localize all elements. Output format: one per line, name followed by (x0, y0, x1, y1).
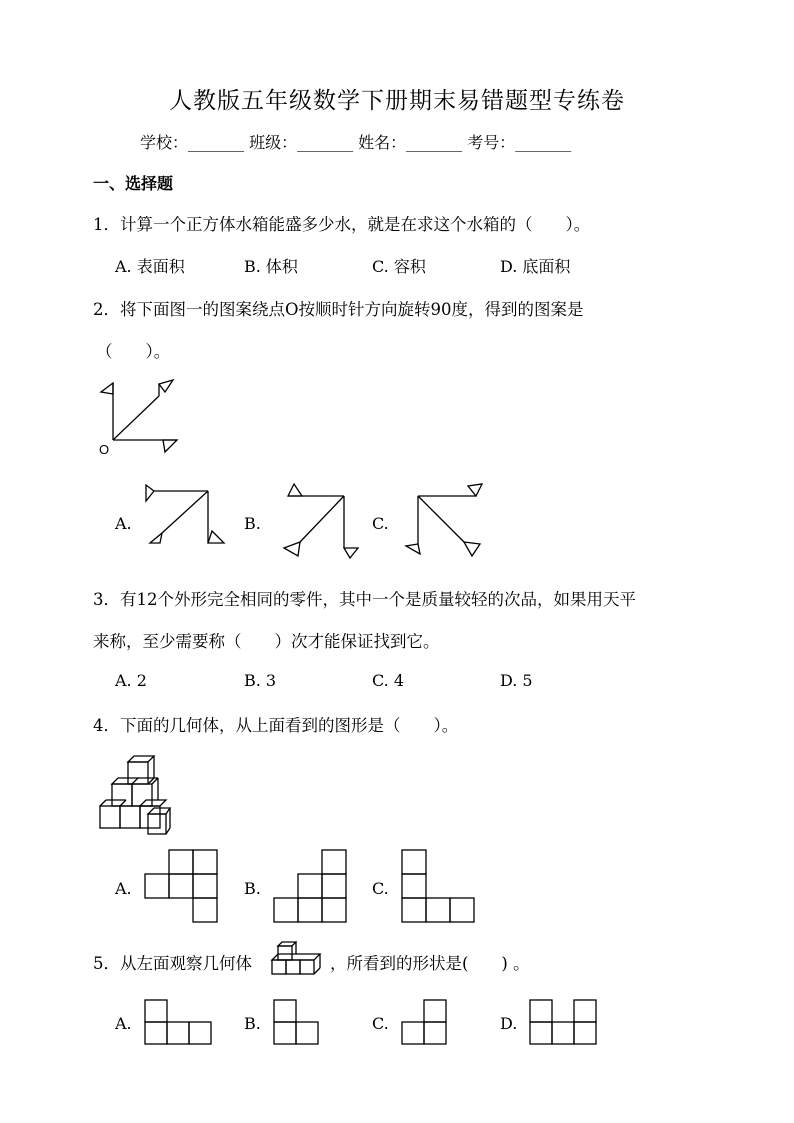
q2-option-a-figure (140, 485, 230, 555)
q4-option-b-grid (274, 850, 349, 925)
q1-option-a: A. 表面积 (115, 257, 185, 276)
q4-option-b-label: B. (244, 879, 261, 898)
q4-solid-figure (90, 748, 180, 840)
q3-option-c: C. 4 (372, 671, 405, 690)
q5-option-b-label: B. (244, 1014, 261, 1033)
page-title: 人教版五年级数学下册期末易错题型专练卷 (169, 88, 625, 114)
section-heading: 一、选择题 (93, 174, 174, 193)
question-1-stem: 1．计算一个正方体水箱能盛多少水，就是在求这个水箱的（ ）。 (93, 215, 591, 234)
question-2-stem-line2: （ ）。 (96, 342, 171, 361)
q2-option-b-figure (280, 482, 370, 562)
q5-option-d-grid (530, 1000, 600, 1046)
q4-option-c-grid (402, 850, 477, 925)
q5-option-a-label: A. (115, 1014, 132, 1033)
q2-original-figure (95, 378, 185, 458)
q3-option-d: D. 5 (500, 671, 533, 690)
question-2-stem-line1: 2．将下面图一的图案绕点O按顺时针方向旋转90度，得到的图案是 (93, 300, 584, 319)
point-o-label: O (99, 442, 110, 457)
q5-option-d-label: D. (500, 1014, 518, 1033)
q2-option-b-label: B. (244, 514, 261, 533)
question-3-stem-line1: 3．有12个外形完全相同的零件，其中一个是质量较轻的次品，如果用天平 (93, 590, 636, 609)
question-4-stem: 4．下面的几何体，从上面看到的图形是（ ）。 (93, 716, 459, 735)
q4-option-c-label: C. (372, 879, 389, 898)
q2-option-c-figure (402, 480, 492, 560)
q1-option-c: C. 容积 (372, 257, 426, 276)
question-5-stem-part2: ，所看到的形状是( ) 。 (330, 954, 530, 973)
q1-option-d: D. 底面积 (500, 257, 571, 276)
q5-option-c-label: C. (372, 1014, 389, 1033)
q5-inline-solid (270, 940, 328, 980)
q4-option-a-label: A. (115, 879, 132, 898)
student-info-line: 学校：_______ 班级：_______ 姓名：_______ 考号：_______ (140, 133, 572, 152)
q4-option-a-grid (145, 850, 220, 925)
q2-option-a-label: A. (115, 514, 132, 533)
q2-option-c-label: C. (372, 514, 389, 533)
question-3-stem-line2: 来称，至少需要称（ ）次才能保证找到它。 (93, 632, 440, 651)
q3-option-b: B. 3 (244, 671, 277, 690)
q1-option-b: B. 体积 (244, 257, 298, 276)
question-5-stem-part1: 5．从左面观察几何体 (93, 954, 252, 973)
q5-option-b-grid (274, 1000, 324, 1046)
q3-option-a: A. 2 (115, 671, 147, 690)
q5-option-a-grid (145, 1000, 215, 1046)
q5-option-c-grid (402, 1000, 452, 1046)
